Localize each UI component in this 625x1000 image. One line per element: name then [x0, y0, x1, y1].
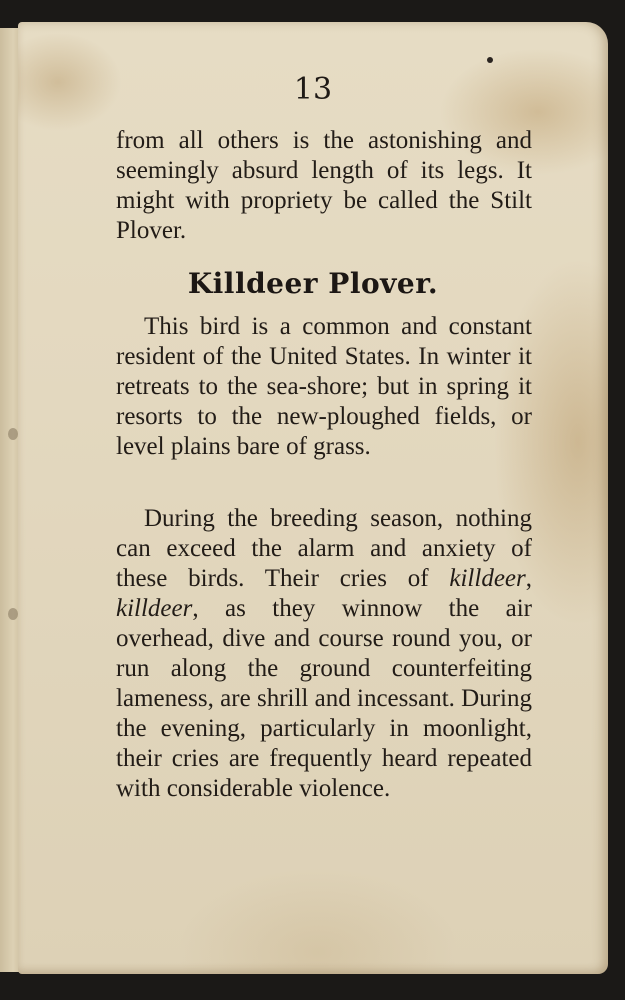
paragraph-2-lead: During the breeding season, nothing can exceed the alarm and anxiety of these birds. Their cries of [116, 505, 532, 592]
page-number: 13 [293, 72, 333, 107]
bird-call-italic: killdeer [116, 595, 193, 622]
binding-mark [8, 608, 18, 620]
body-paragraph-2 [116, 504, 532, 804]
paragraph-2-rest: , as they winnow the air overhead, dive and course round you, or run along the ground counterfeiting lameness, are shrill and incessant. During the evening, particularly in moonlight, their cries are frequently heard repeated with considerable violence. [116, 595, 532, 802]
bird-call-italic: killdeer [449, 565, 526, 592]
section-heading: Killdeer Plover. [187, 267, 439, 300]
continuation-paragraph: from all others is the astonishing and seemingly absurd length of its legs. It might with propriety be called the Stilt Plover. [116, 127, 532, 244]
binding-mark [8, 428, 18, 440]
body-paragraph-1: This bird is a common and constant resident of the United States. In winter it retreats to the sea-shore; but in spring it resorts to the new-ploughed fields, or level plains bare of grass. [116, 313, 532, 460]
book-page [18, 22, 608, 974]
call-separator: , [525, 565, 532, 592]
ink-dot [487, 57, 493, 63]
